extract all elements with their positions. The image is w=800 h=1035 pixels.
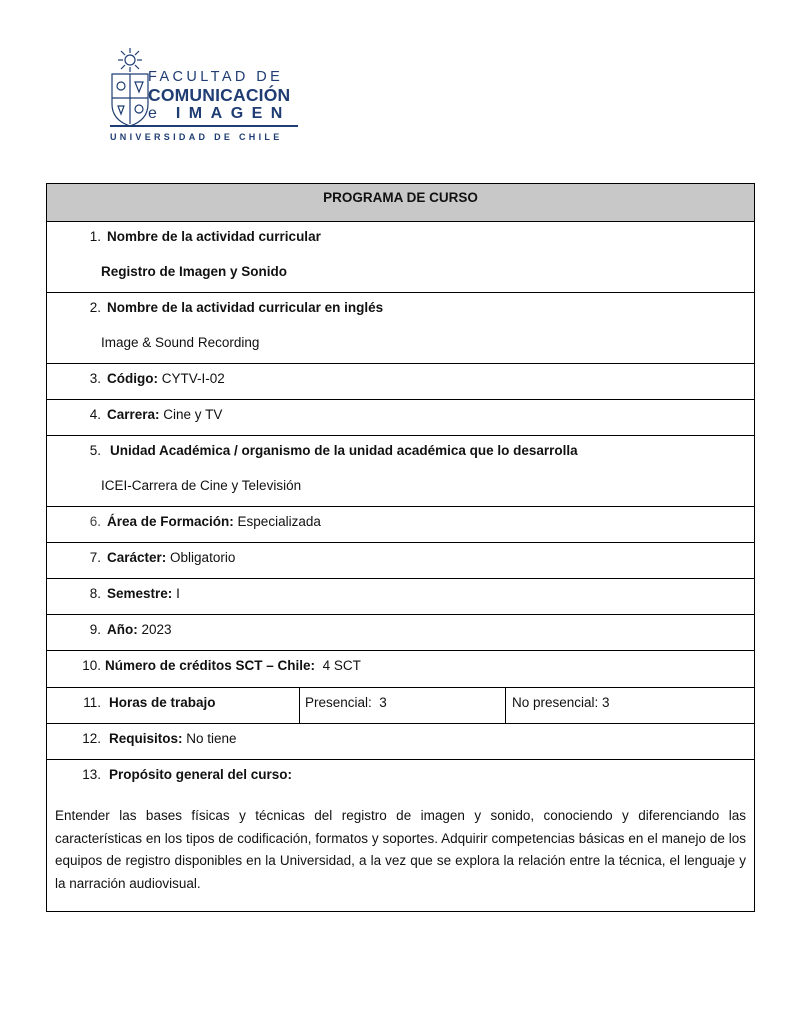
table-row (47, 650, 754, 687)
course-code: CYTV-I-02 (161, 371, 225, 386)
item-label: Carrera: (107, 407, 160, 422)
item-number: 10. (82, 658, 101, 673)
logo-divider (110, 125, 298, 127)
item-label: Horas de trabajo (109, 695, 216, 710)
item-number: 2. (89, 300, 101, 315)
item-value (47, 262, 754, 282)
table-row (47, 399, 754, 435)
logo-line-3-e: e (148, 105, 163, 122)
table-row (47, 506, 754, 542)
course-purpose: Entender las bases físicas y técnicas del registro de imagen y sonido, conociendo y diferenciando las características en los tipos de codificación, formatos y soportes. Adquirir competencias básicas en el manejo de los equipos de registro disponibles en la Universidad, a la vez que se explora la relación entre la técnica, el lenguaje y la narración audiovisual. (55, 808, 746, 891)
item-label: Área de Formación: (107, 514, 234, 529)
item-number: 8. (89, 586, 101, 601)
university-name: UNIVERSIDAD DE CHILE (110, 132, 283, 142)
requirements: No tiene (186, 731, 237, 746)
table-row (47, 578, 754, 614)
table-row (47, 759, 754, 911)
item-label: Número de créditos SCT – Chile: (105, 658, 316, 673)
university-seal-icon (108, 46, 152, 128)
logo-line-3 (148, 104, 308, 123)
career: Cine y TV (163, 407, 223, 422)
table-row (47, 221, 754, 292)
table-row (47, 723, 754, 759)
item-number: 9. (89, 622, 101, 637)
table-row (47, 363, 754, 399)
item-label: Código: (107, 371, 158, 386)
item-number: 6. (89, 514, 101, 529)
item-number: 13. (82, 767, 101, 782)
table-row (47, 435, 754, 506)
course-name: Registro de Imagen y Sonido (101, 264, 288, 279)
table-row (47, 292, 754, 363)
program-title: PROGRAMA DE CURSO (323, 190, 478, 205)
semester: I (176, 586, 180, 601)
item-number: 7. (89, 550, 101, 565)
item-label: Propósito general del curso: (109, 767, 293, 782)
hours-no-presencial: No presencial: 3 (512, 695, 610, 710)
table-row (47, 687, 754, 723)
faculty-logo (108, 46, 308, 146)
item-label: Semestre: (107, 586, 173, 601)
item-number: 5. (89, 443, 101, 458)
item-number: 3. (89, 371, 101, 386)
academic-unit: ICEI-Carrera de Cine y Televisión (101, 478, 302, 493)
hours-presencial: Presencial: 3 (305, 695, 387, 710)
table-header (47, 184, 754, 221)
course-character: Obligatorio (170, 550, 236, 565)
logo-line-2: COMUNICACIÓN (148, 85, 291, 105)
item-label: Requisitos: (109, 731, 183, 746)
item-number: 1. (89, 229, 101, 244)
credits: 4 SCT (322, 658, 361, 673)
item-label: Carácter: (107, 550, 167, 565)
item-label: Año: (107, 622, 138, 637)
table-row (47, 542, 754, 578)
item-number: 4. (89, 407, 101, 422)
logo-line-1: FACULTAD DE (148, 69, 284, 85)
item-number: 12. (82, 731, 101, 746)
item-label: Nombre de la actividad curricular (107, 229, 321, 244)
item-number: 11. (83, 695, 101, 710)
training-area: Especializada (237, 514, 321, 529)
course-name-english: Image & Sound Recording (101, 335, 260, 350)
table-row (47, 614, 754, 650)
course-program-table (46, 183, 755, 912)
item-label: Nombre de la actividad curricular en inglés (107, 300, 384, 315)
faculty-name (148, 69, 308, 123)
logo-line-3-word: IMAGEN (175, 105, 291, 122)
item-label: Unidad Académica / organismo de la unidad académica que lo desarrolla (110, 443, 578, 458)
year: 2023 (141, 622, 172, 637)
